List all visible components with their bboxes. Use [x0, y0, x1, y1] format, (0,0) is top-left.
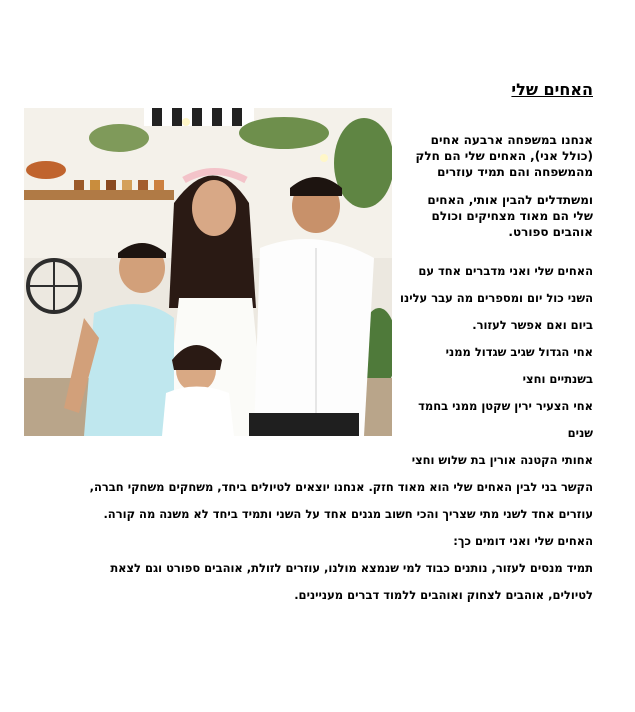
- text-line: בשנתיים וחצי: [522, 372, 593, 386]
- text-line: אחותי הקטנה אורין בת שלוש וחצי: [411, 453, 593, 467]
- text-line: עוזרים אחד לשני מתי שצריך והכי חשוב מגנים אחד על השני ותמיד ביחד לא משנה מה קורה.: [103, 507, 593, 521]
- text-line: השני כול יום ומספרים מה עבר עלינו: [400, 291, 593, 305]
- intro-paragraph: ומשתדלים להבין אותי, האחים שלי הם מאוד מצחיקים וכולם אוהבים ספורט.: [427, 193, 593, 239]
- text-line: שנים: [567, 426, 593, 440]
- text-line: האחים שלי ואני מדברים אחד עם: [418, 264, 593, 278]
- intro-paragraph: אנחנו במשפחה ארבעה אחים (כולל אני), האחים שלי הם חלק מהמשפחה והם תמיד עוזרים: [415, 133, 593, 179]
- text-line: לטיולים, אוהבים לצחוק ואוהבים ללמוד דברים מעניינים.: [294, 588, 593, 602]
- text-line: הקשר בני לבין האחים שלי הוא מאוד חזק. אנחנו יוצאים לטיולים ביחד, משחקים משחקי חברה,: [89, 480, 593, 494]
- text-line: אחי הצעיר ירין שקטן ממני בחמד: [418, 399, 593, 413]
- page-title: האחים שלי: [511, 80, 593, 99]
- text-line: האחים שלי ואני דומים כך:: [453, 534, 593, 548]
- text-line: תמיד מנסים לעזור, נותנים כבוד למי שנמצא מולנו, עוזרים לזולת, אוהבים ספורט וגם לצאת: [110, 561, 593, 575]
- family-photo: [24, 108, 392, 436]
- intro-paragraphs: [405, 132, 593, 252]
- text-line: אחי הגדול שגיב שגדול ממני: [445, 345, 593, 359]
- text-line: ביום ואם אפשר לעזור.: [472, 318, 593, 332]
